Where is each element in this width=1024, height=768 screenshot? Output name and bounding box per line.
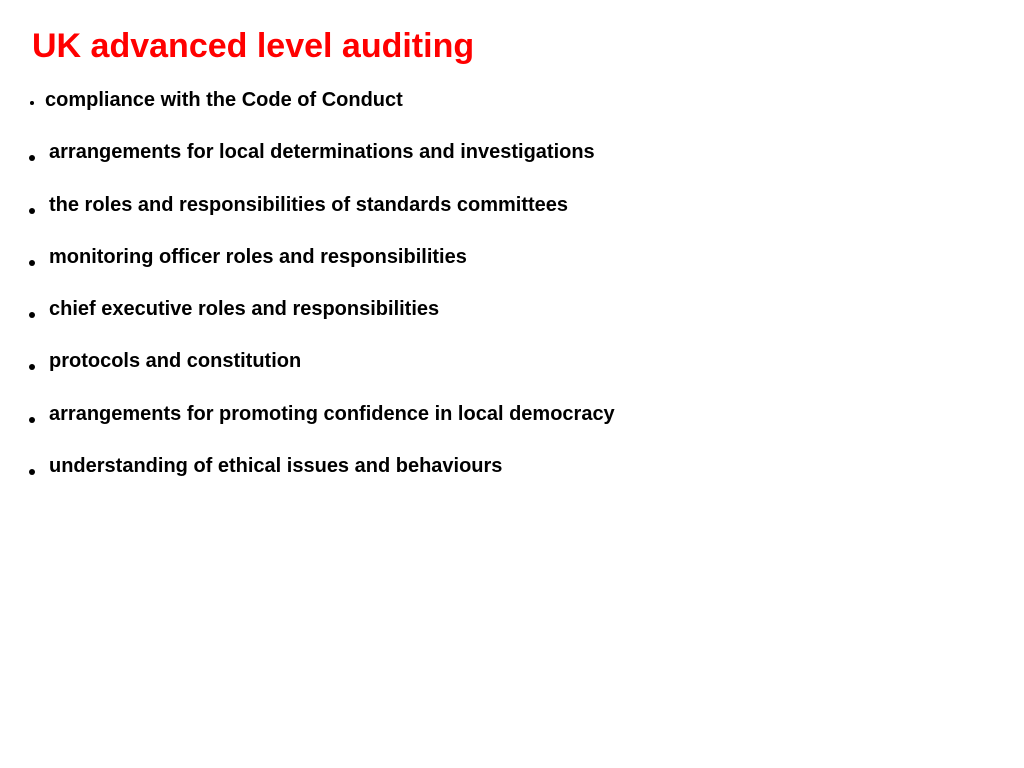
bullet-dot-icon (29, 312, 35, 318)
bullet-text: understanding of ethical issues and behaviours (49, 455, 503, 478)
bullet-text: arrangements for local determinations and investigations (49, 141, 595, 164)
bullet-dot-icon (29, 417, 35, 423)
bullet-text: chief executive roles and responsibilities (49, 298, 440, 321)
bullet-dot-icon (30, 101, 34, 105)
bullet-dot-icon (29, 469, 35, 475)
slide-title: UK advanced level auditing (32, 27, 475, 65)
bullet-text: arrangements for promoting confidence in local democracy (49, 402, 615, 425)
bullet-text: monitoring officer roles and responsibilities (49, 245, 467, 268)
bullet-dot-icon (29, 364, 35, 370)
bullet-text: the roles and responsibilities of standards committees (49, 193, 569, 216)
bullet-dot-icon (29, 260, 35, 266)
bullet-text: protocols and constitution (49, 350, 302, 373)
bullet-dot-icon (29, 155, 35, 161)
bullet-text: compliance with the Code of Conduct (45, 89, 403, 111)
bullet-dot-icon (29, 208, 35, 214)
